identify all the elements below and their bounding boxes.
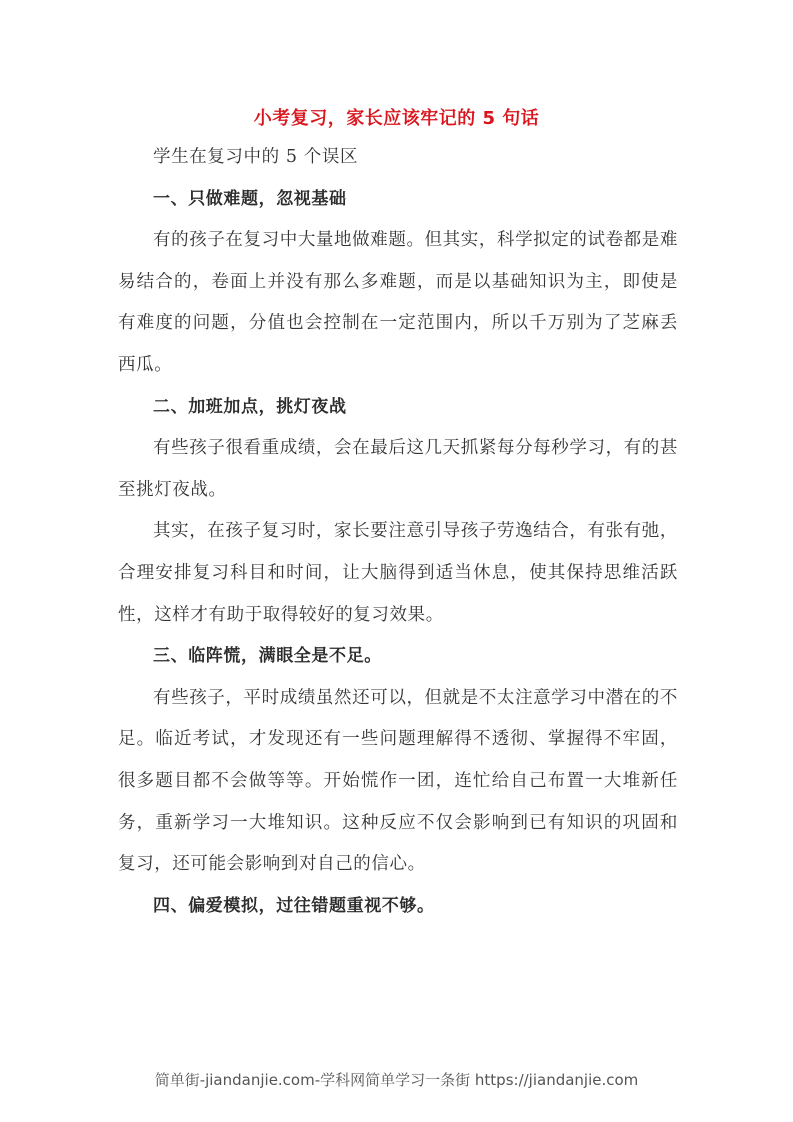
document-title: 小考复习，家长应该牢记的 5 句话	[253, 108, 540, 129]
document-body	[118, 137, 678, 927]
intro-text: 学生在复习中的 5 个误区	[153, 147, 359, 167]
section-3-paragraph-1: 有些孩子，平时成绩虽然还可以，但就是不太注意学习中潜在的不足。临近考试，才发现还有一些问题理解得不透彻、掌握得不牢固，很多题目都不会做等等。开始慌作一团，连忙给自己布置一大堆新任务，重新学习一大堆知识。这种反应不仅会影响到已有知识的巩固和复习，还可能会影响到对自己的信心。	[118, 687, 678, 875]
section-2-paragraph-1: 有些孩子很看重成绩，会在最后这几天抓紧每分每秒学习，有的甚至挑灯夜战。	[118, 438, 678, 500]
section-heading-4: 四、偏爱模拟，过往错题重视不够。	[153, 895, 435, 916]
section-heading-2: 二、加班加点，挑灯夜战	[153, 396, 347, 417]
section-1-paragraph-1: 有的孩子在复习中大量地做难题。但其实，科学拟定的试卷都是难易结合的，卷面上并没有那么多难题，而是以基础知识为主，即使是有难度的问题，分值也会控制在一定范围内，所以千万别为了芝麻丢西瓜。	[118, 230, 678, 375]
section-heading-3: 三、临阵慌，满眼全是不足。	[153, 646, 382, 667]
section-heading-1: 一、只做难题，忽视基础	[153, 188, 347, 209]
page-footer: 简单街-jiandanjie.com-学科网简单学习一条街 https://jiandanjie.com	[154, 1071, 639, 1089]
section-2-paragraph-2: 其实，在孩子复习时，家长要注意引导孩子劳逸结合，有张有弛，合理安排复习科目和时间，让大脑得到适当休息，使其保持思维活跃性，这样才有助于取得较好的复习效果。	[118, 521, 678, 625]
